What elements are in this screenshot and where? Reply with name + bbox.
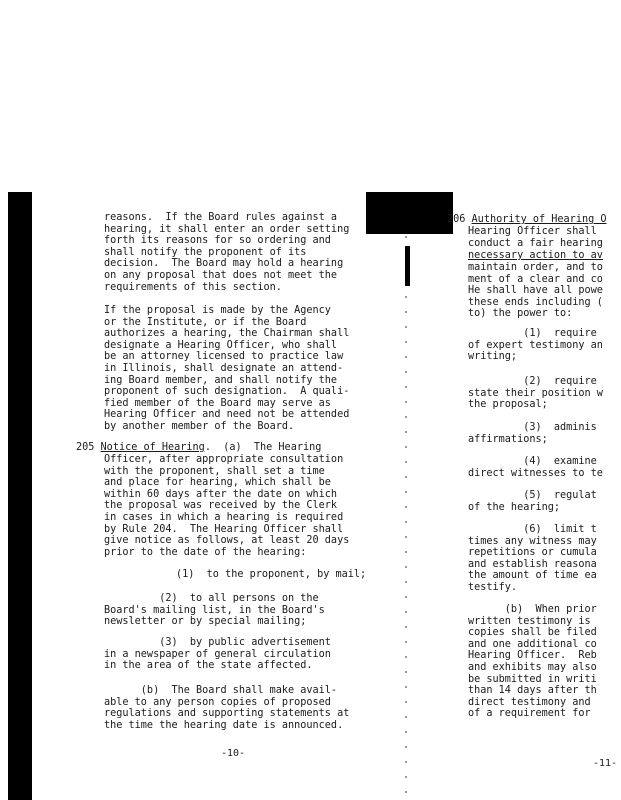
left-page-number: -10- bbox=[221, 748, 246, 759]
left-para-2: If the proposal is made by the Agency or the Institute, or if the Board authorizes a hearing, the Chairman shall designate a Hearing Officer, who shall be an attorney licensed to practice law in Illinois, shall designate an attend- ing Board member, and shall notify the proponent of such designation. A quali- fied member of the Board may serve as Hearing Officer and need not be attended by another member of the Board. bbox=[104, 305, 350, 432]
section-title: Authority of Hearing O bbox=[471, 214, 607, 225]
left-section-heading bbox=[76, 442, 321, 454]
margin-mark bbox=[405, 246, 410, 286]
gutter-dotted-line bbox=[405, 236, 407, 796]
left-item-1: (1) to the proponent, by mail; bbox=[176, 569, 367, 580]
left-section-body: Officer, after appropriate consultation with the proponent, shall set a time and place for hearing, which shall be within 60 days after the date on which the proposal was received by the Clerk in cases in which a hearing is required by Rule 204. The Hearing Officer shall give notice as follows, at least 20 days prior to the date of the hearing: bbox=[104, 454, 350, 558]
right-item-4: (4) examine direct witnesses to te bbox=[468, 456, 603, 479]
right-item-2: (2) require state their position w the proposal; bbox=[468, 376, 603, 411]
right-para-b: (b) When prior written testimony is copies shall be filed and one additional co Hearing Officer. Reb and exhibits may also be submitted in writi than 14 days after th direct testimony and of a requirement for bbox=[468, 604, 597, 720]
left-para-1: reasons. If the Board rules against a hearing, it shall enter an order setting forth its reasons for so ordering and shall notify the proponent of its decision. The Board may hold a hearing on any proposal that does not meet the requirements of this section. bbox=[104, 212, 350, 293]
right-item-1: (1) require of expert testimony an writing; bbox=[468, 328, 603, 363]
section-number: 206 bbox=[447, 214, 466, 225]
left-para-b: (b) The Board shall make avail- able to any person copies of proposed regulations and supporting statements at the time the hearing date is announced. bbox=[104, 685, 350, 731]
right-section-heading bbox=[447, 214, 606, 226]
redaction-block bbox=[366, 192, 453, 234]
right-item-6: (6) limit t times any witness may repetitions or cumula and establish reasona the amount of time ea testify. bbox=[468, 524, 597, 593]
right-line-3: necessary action to av bbox=[468, 250, 603, 261]
left-item-2: (2) to all persons on the Board's mailing list, in the Board's newsletter or by special mailing; bbox=[104, 593, 325, 628]
section-first-line: . (a) The Hearing bbox=[204, 442, 322, 453]
right-line-2: conduct a fair hearing bbox=[468, 238, 603, 249]
section-title: Notice of Hearing bbox=[100, 442, 205, 453]
scan-edge-bar bbox=[8, 192, 32, 800]
right-item-3: (3) adminis affirmations; bbox=[468, 422, 597, 445]
right-line-4: maintain order, and to ment of a clear and co He shall have all powe these ends including ( to) the power to: bbox=[468, 262, 603, 320]
right-page-number: -11- bbox=[593, 758, 618, 769]
right-item-5: (5) regulat of the hearing; bbox=[468, 490, 597, 513]
left-item-3: (3) by public advertisement in a newspaper of general circulation in the area of the state affected. bbox=[104, 637, 331, 672]
right-line-1: Hearing Officer shall bbox=[468, 226, 597, 237]
section-number: 205 bbox=[76, 442, 95, 453]
